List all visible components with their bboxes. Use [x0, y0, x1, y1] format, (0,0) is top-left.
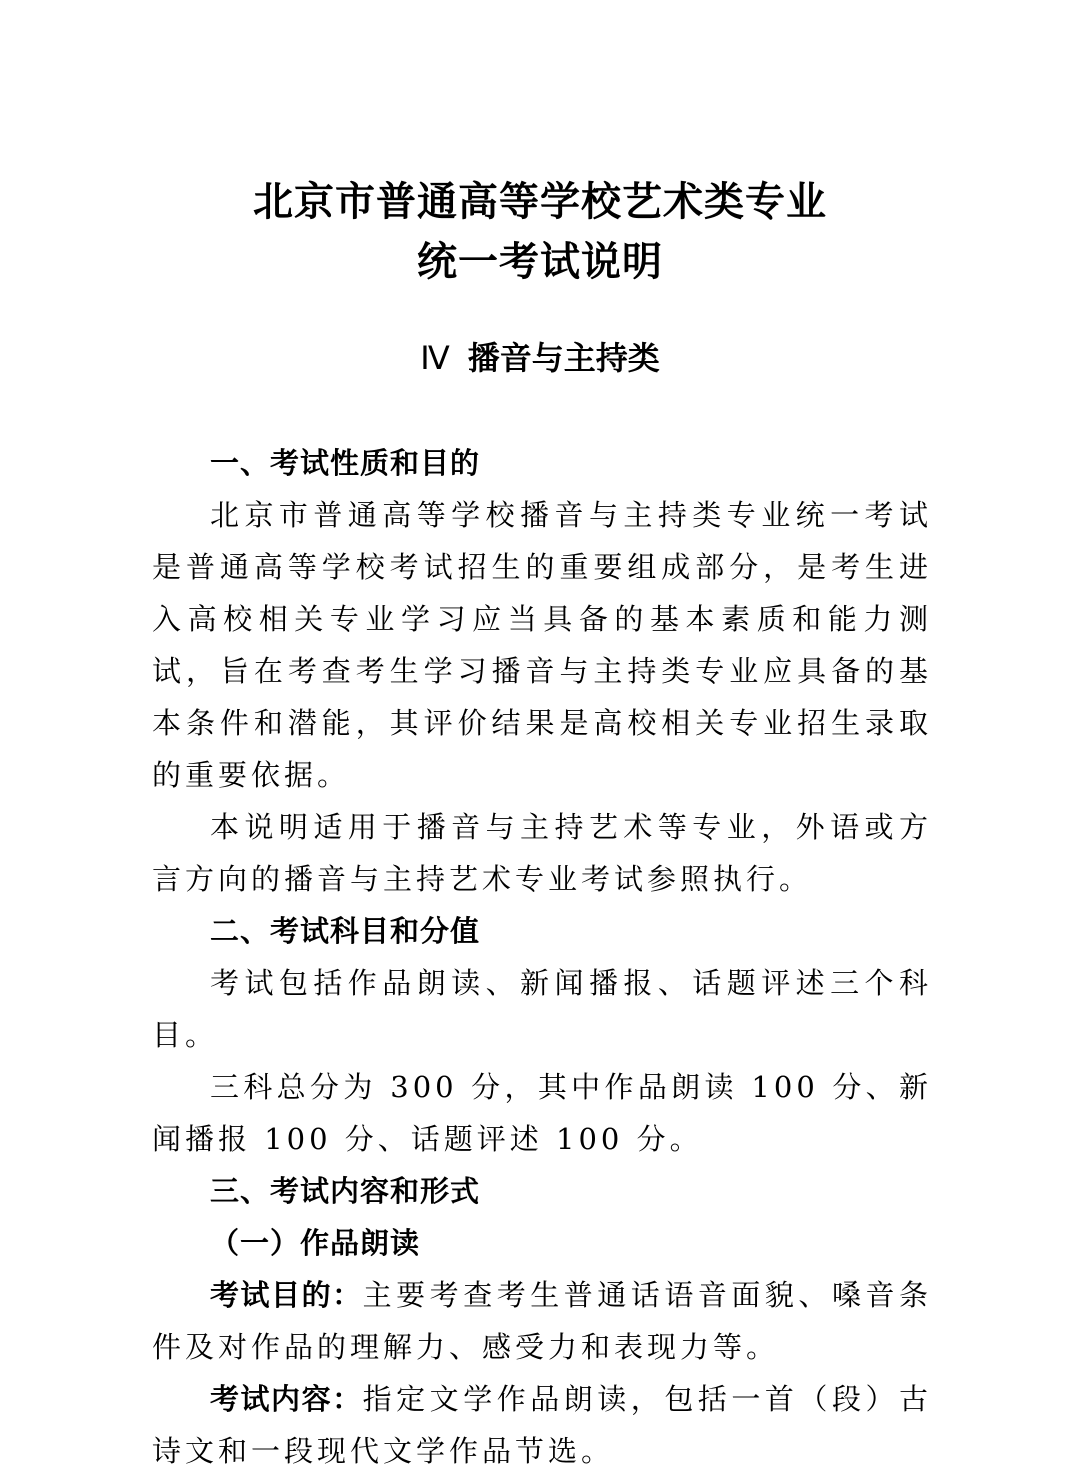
- title-line-2: 统一考试说明: [417, 239, 663, 285]
- document-body: [152, 437, 932, 1477]
- section-1-paragraph-1: 北京市普通高等学校播音与主持类专业统一考试是普通高等学校考试招生的重要组成部分，是考生进入高校相关专业学习应当具备的基本素质和能力测试，旨在考查考生学习播音与主持类专业应具备的基本条件和潜能，其评价结果是高校相关专业招生录取的重要依据。: [152, 498, 932, 792]
- exam-content-paragraph: [152, 1373, 932, 1477]
- exam-content-label: 考试内容：: [210, 1382, 363, 1416]
- exam-purpose-label: 考试目的：: [210, 1278, 363, 1312]
- section-2-paragraph-2: 三科总分为 300 分，其中作品朗读 100 分、新闻播报 100 分、话题评述 100 分。: [152, 1070, 932, 1156]
- section-1-paragraph-2: 本说明适用于播音与主持艺术等专业，外语或方言方向的播音与主持艺术专业考试参照执行。: [152, 810, 932, 896]
- exam-purpose-text: 主要考查考生普通话语音面貌、嗓音条件及对作品的理解力、感受力和表现力等。: [152, 1278, 932, 1364]
- section-3-subheading-1: （一）作品朗读: [210, 1226, 421, 1260]
- exam-content-text: 指定文学作品朗读，包括一首（段）古诗文和一段现代文学作品节选。: [152, 1382, 932, 1468]
- title-line-1: 北京市普通高等学校艺术类专业: [253, 179, 827, 225]
- document-title: [0, 172, 1080, 292]
- section-3-heading: 三、考试内容和形式: [210, 1174, 481, 1208]
- section-2-heading: 二、考试科目和分值: [210, 914, 481, 948]
- subtitle-roman-numeral: Ⅳ: [420, 340, 450, 376]
- section-1-heading: 一、考试性质和目的: [210, 446, 481, 480]
- exam-purpose-paragraph: [152, 1269, 932, 1373]
- section-2-paragraph-1: 考试包括作品朗读、新闻播报、话题评述三个科目。: [152, 966, 932, 1052]
- document-subtitle: [0, 336, 1080, 380]
- subtitle-text: 播音与主持类: [467, 339, 660, 377]
